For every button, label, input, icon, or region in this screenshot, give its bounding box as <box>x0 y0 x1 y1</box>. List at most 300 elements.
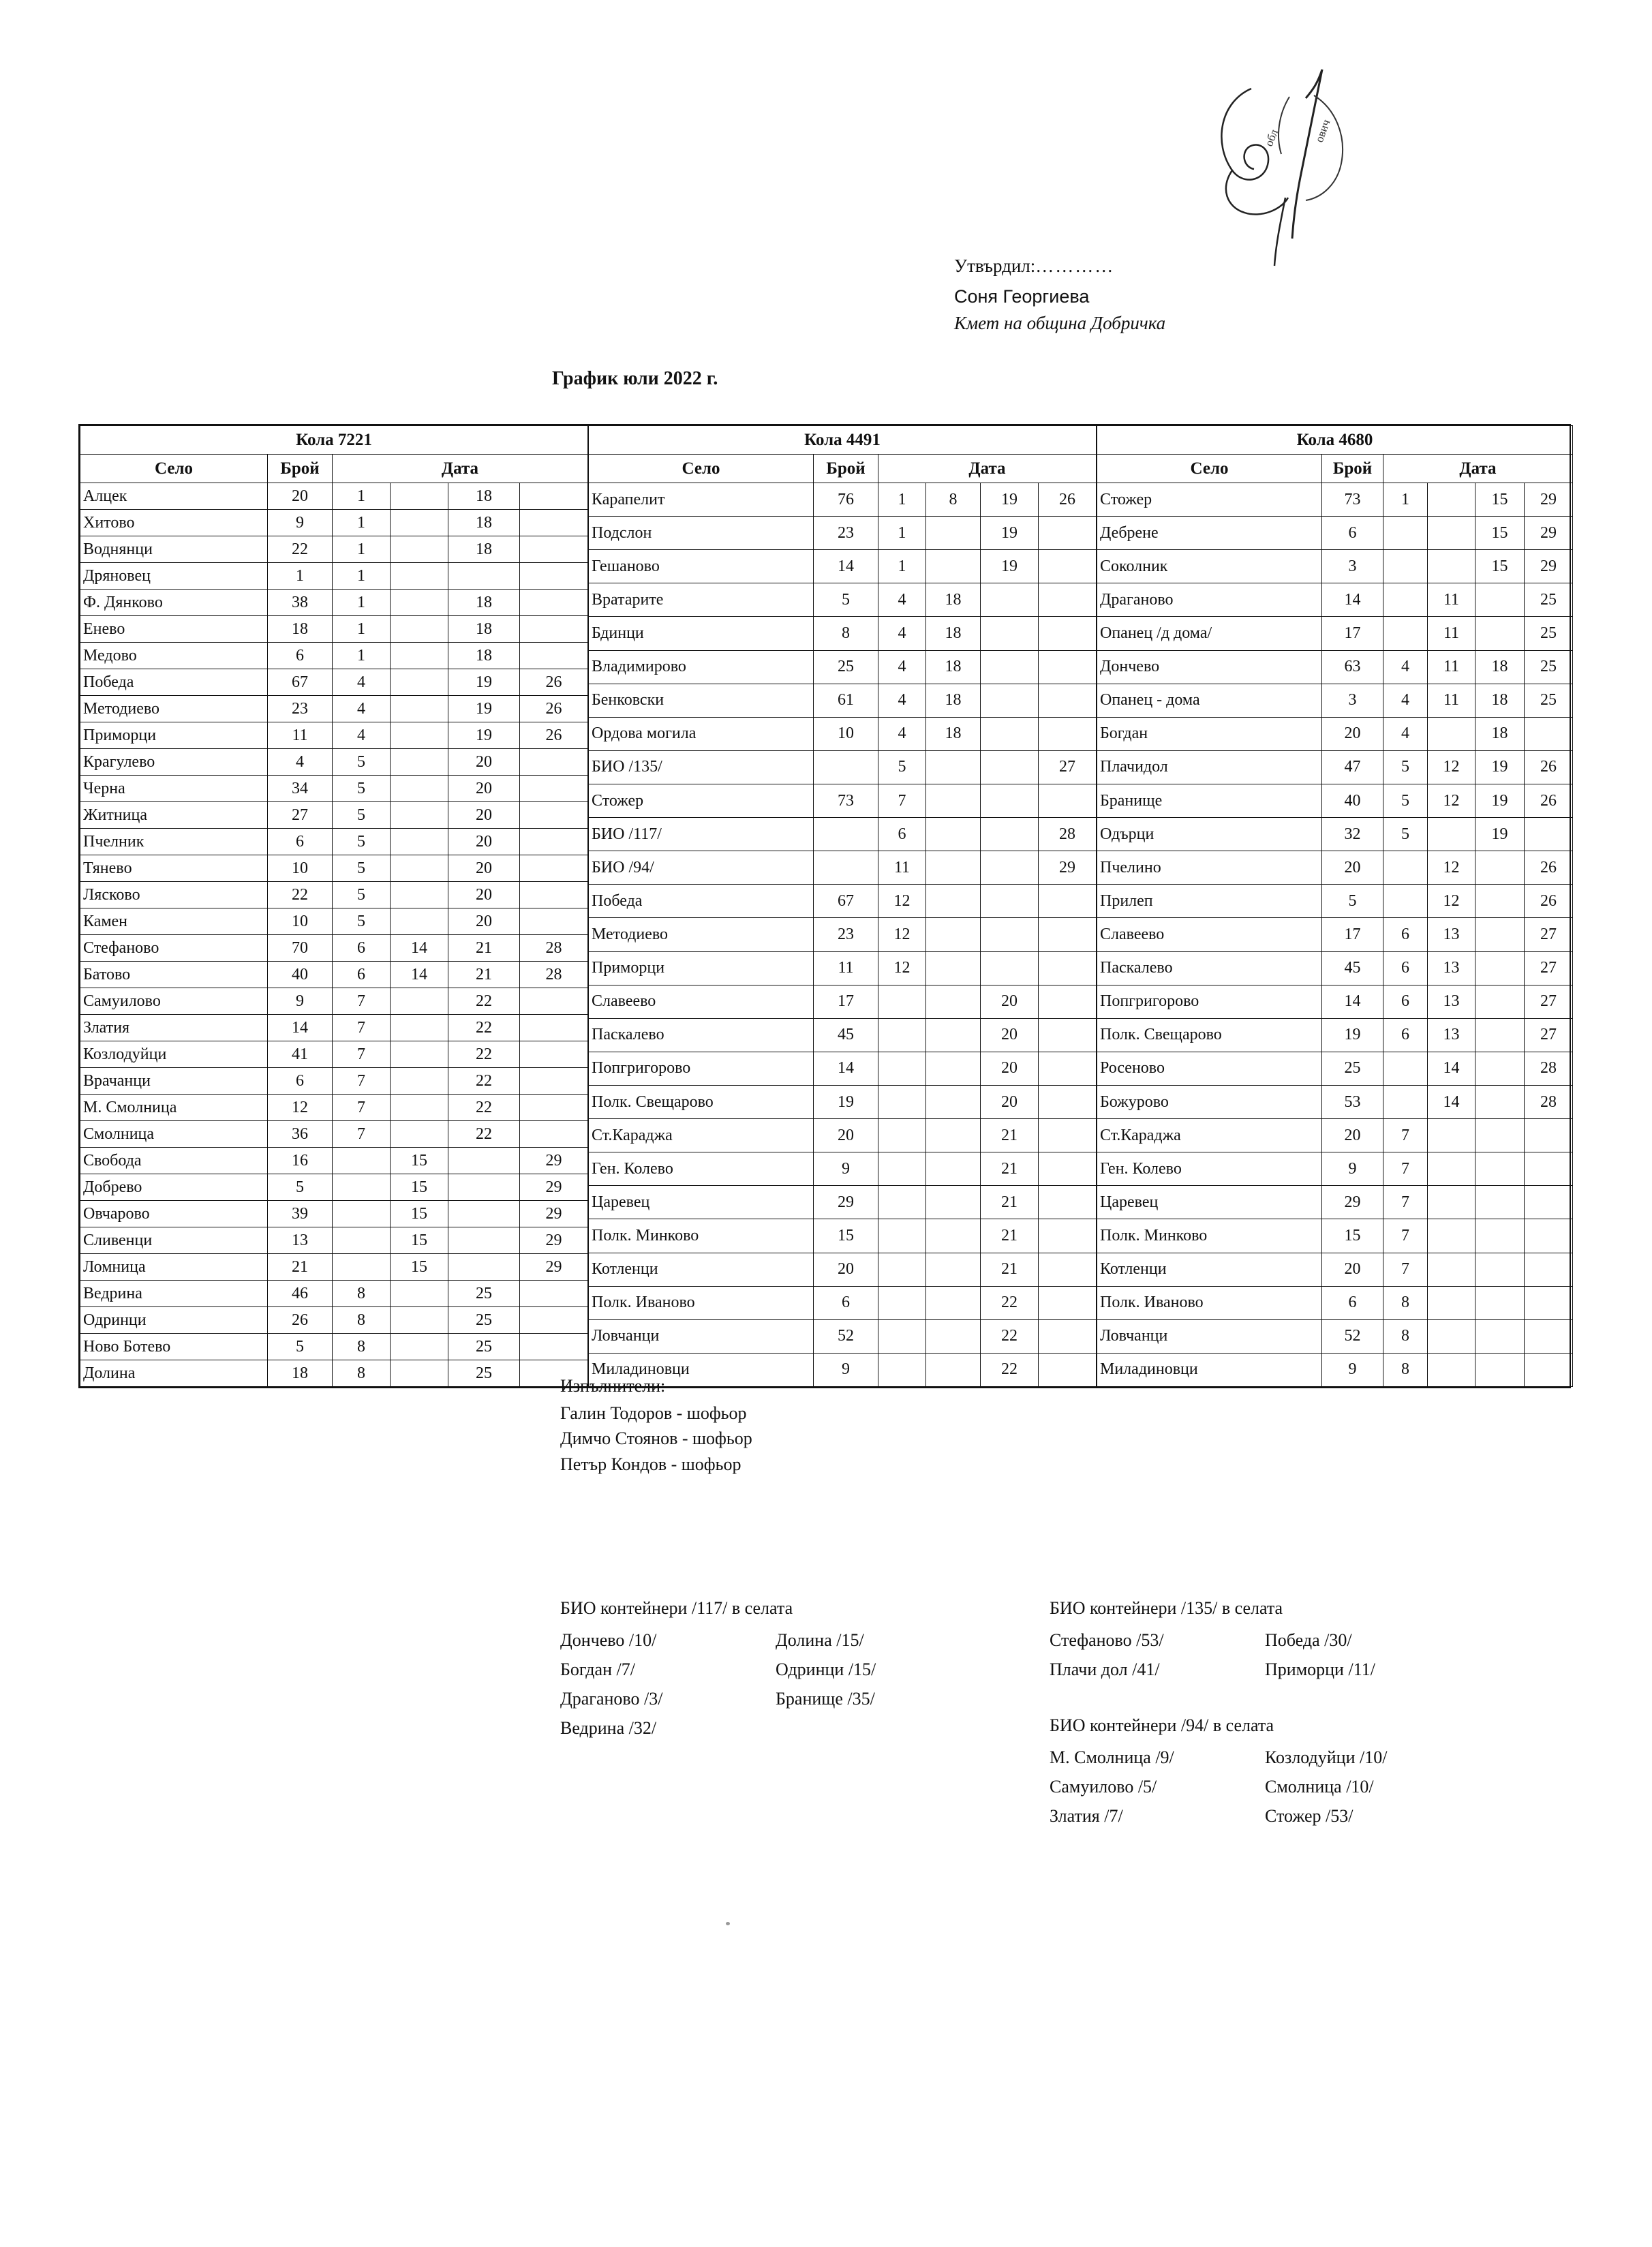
cell-date-3: 21 <box>981 1186 1039 1219</box>
cell-village: Победа <box>589 885 814 918</box>
cell-date-2 <box>391 483 448 510</box>
cell-count: 5 <box>268 1174 333 1201</box>
cell-date-3 <box>981 717 1039 750</box>
cell-date-3 <box>981 684 1039 717</box>
cell-village: Методиево <box>589 918 814 951</box>
approval-block <box>954 256 1377 334</box>
cell-village: Драганово <box>1097 583 1322 617</box>
signature-mark <box>1118 61 1363 279</box>
cell-date-1: 1 <box>878 483 926 517</box>
cell-date-4 <box>520 616 588 643</box>
cell-count: 23 <box>814 517 878 550</box>
cell-date-3 <box>981 617 1039 650</box>
cell-date-2 <box>391 1068 448 1095</box>
table-row <box>1097 985 1573 1018</box>
cell-date-1: 1 <box>878 550 926 583</box>
cell-count: 46 <box>268 1281 333 1307</box>
cell-date-2 <box>1428 1286 1475 1319</box>
cell-date-3: 22 <box>448 1095 520 1121</box>
table-row <box>589 1319 1097 1353</box>
cell-village: Пчелник <box>80 829 268 855</box>
cell-date-1 <box>333 1148 391 1174</box>
cell-date-1: 8 <box>333 1307 391 1334</box>
cell-date-4 <box>1039 985 1097 1018</box>
cell-date-4 <box>520 855 588 882</box>
cell-count: 20 <box>1322 717 1383 750</box>
cell-village: Ст.Караджа <box>1097 1119 1322 1152</box>
cell-date-3: 15 <box>1475 517 1525 550</box>
cell-date-1: 6 <box>1383 918 1428 951</box>
cell-date-2 <box>391 855 448 882</box>
cell-date-2 <box>926 1119 981 1152</box>
cell-date-3: 20 <box>448 749 520 776</box>
cell-date-1 <box>878 1018 926 1052</box>
cell-date-4 <box>520 510 588 536</box>
cell-count: 23 <box>814 918 878 951</box>
cell-date-4: 26 <box>520 669 588 696</box>
cell-date-3: 25 <box>448 1281 520 1307</box>
cell-date-4 <box>520 1121 588 1148</box>
cell-date-3: 19 <box>448 669 520 696</box>
cell-count <box>814 750 878 784</box>
cell-village: Козлодуйци <box>80 1041 268 1068</box>
table-row <box>80 882 588 908</box>
cell-count: 10 <box>814 717 878 750</box>
cell-count: 61 <box>814 684 878 717</box>
cell-count: 10 <box>268 908 333 935</box>
cell-count: 16 <box>268 1148 333 1174</box>
table-row <box>589 617 1097 650</box>
cell-count: 9 <box>268 988 333 1015</box>
cell-date-3: 20 <box>448 882 520 908</box>
cell-village: Паскалево <box>589 1018 814 1052</box>
cell-date-1 <box>1383 851 1428 885</box>
cell-date-3: 19 <box>981 483 1039 517</box>
table-row <box>1097 1085 1573 1118</box>
executors-title: Изпълнители: <box>560 1376 666 1396</box>
cell-date-1: 5 <box>1383 784 1428 817</box>
cell-count: 25 <box>814 650 878 684</box>
cell-date-1 <box>333 1254 391 1281</box>
cell-date-4 <box>520 1015 588 1041</box>
cell-date-2: 12 <box>1428 750 1475 784</box>
cell-count: 17 <box>1322 918 1383 951</box>
cell-count: 20 <box>1322 1119 1383 1152</box>
cell-village: Черна <box>80 776 268 802</box>
table-row <box>1097 885 1573 918</box>
table-row <box>80 1201 588 1227</box>
cell-date-1 <box>878 1119 926 1152</box>
cell-date-3: 20 <box>448 829 520 855</box>
cell-date-2 <box>391 1015 448 1041</box>
cell-date-4: 29 <box>520 1254 588 1281</box>
cell-date-1: 12 <box>878 885 926 918</box>
cell-date-2 <box>391 669 448 696</box>
cell-date-4 <box>1039 517 1097 550</box>
cell-village: Ф. Дянково <box>80 590 268 616</box>
cell-date-3: 21 <box>981 1152 1039 1186</box>
cell-date-4 <box>1039 1085 1097 1118</box>
cell-date-2 <box>391 1307 448 1334</box>
cell-count: 40 <box>1322 784 1383 817</box>
table-row <box>1097 1186 1573 1219</box>
cell-date-2: 11 <box>1428 684 1475 717</box>
cell-date-3 <box>1475 1353 1525 1386</box>
table-row <box>589 1186 1097 1219</box>
cell-date-2: 11 <box>1428 583 1475 617</box>
cell-date-1: 7 <box>333 988 391 1015</box>
cell-date-1: 1 <box>333 563 391 590</box>
table-row <box>589 1052 1097 1085</box>
table-row <box>80 669 588 696</box>
cell-date-4 <box>520 1095 588 1121</box>
cell-date-3: 18 <box>448 643 520 669</box>
cell-date-4 <box>1525 1253 1573 1286</box>
table-row <box>1097 1253 1573 1286</box>
cell-village: Енево <box>80 616 268 643</box>
schedule-tables <box>78 424 1571 1388</box>
cell-village: Одринци <box>80 1307 268 1334</box>
cell-date-1: 1 <box>333 643 391 669</box>
table-row <box>80 1041 588 1068</box>
cell-count: 19 <box>814 1085 878 1118</box>
cell-date-2: 14 <box>391 935 448 962</box>
bio-item: Бранище /35/ <box>776 1689 875 1709</box>
table-row <box>1097 483 1573 517</box>
cell-date-2 <box>1428 517 1475 550</box>
cell-date-2 <box>1428 1152 1475 1186</box>
cell-village: Житница <box>80 802 268 829</box>
cell-date-3 <box>448 1174 520 1201</box>
cell-date-1: 8 <box>1383 1286 1428 1319</box>
cell-village: Полк. Минково <box>1097 1219 1322 1253</box>
cell-date-4: 28 <box>1525 1085 1573 1118</box>
cell-date-3 <box>1475 851 1525 885</box>
cell-date-4 <box>520 908 588 935</box>
cell-date-4 <box>1039 684 1097 717</box>
cell-date-2: 13 <box>1428 951 1475 985</box>
cell-date-2 <box>926 951 981 985</box>
cell-date-1 <box>1383 885 1428 918</box>
cell-count: 22 <box>268 536 333 563</box>
cell-count: 6 <box>1322 517 1383 550</box>
cell-date-3 <box>1475 583 1525 617</box>
cell-village: Опанец /д дома/ <box>1097 617 1322 650</box>
cell-count: 14 <box>1322 985 1383 1018</box>
col-header-village: Село <box>589 455 814 483</box>
table-row <box>1097 1119 1573 1152</box>
cell-count: 21 <box>268 1254 333 1281</box>
cell-date-1 <box>1383 1052 1428 1085</box>
cell-village: Стефаново <box>80 935 268 962</box>
cell-date-2 <box>926 1253 981 1286</box>
cell-date-2: 8 <box>926 483 981 517</box>
cell-village: Славеево <box>1097 918 1322 951</box>
cell-date-2: 15 <box>391 1148 448 1174</box>
cell-date-1: 5 <box>333 855 391 882</box>
cell-count: 76 <box>814 483 878 517</box>
table-row <box>1097 717 1573 750</box>
cell-count: 15 <box>814 1219 878 1253</box>
cell-count: 22 <box>268 882 333 908</box>
table-row <box>80 1148 588 1174</box>
approved-by-line <box>954 256 1377 277</box>
car-title: Кола 4491 <box>589 426 1097 455</box>
cell-village: Паскалево <box>1097 951 1322 985</box>
cell-date-3: 18 <box>448 616 520 643</box>
cell-date-4 <box>1039 1219 1097 1253</box>
table-row <box>1097 517 1573 550</box>
cell-village: Богдан <box>1097 717 1322 750</box>
cell-village: Овчарово <box>80 1201 268 1227</box>
cell-date-1: 7 <box>1383 1186 1428 1219</box>
cell-date-3: 18 <box>448 510 520 536</box>
cell-date-1: 4 <box>1383 684 1428 717</box>
cell-date-1: 4 <box>333 669 391 696</box>
approved-label: Утвърдил: <box>954 256 1036 276</box>
cell-date-4 <box>1525 1319 1573 1353</box>
cell-date-2 <box>391 829 448 855</box>
cell-date-2: 18 <box>926 617 981 650</box>
bio-note-94 <box>1050 1712 1469 1829</box>
cell-date-1: 1 <box>878 517 926 550</box>
cell-date-2 <box>391 1041 448 1068</box>
cell-village: Ведрина <box>80 1281 268 1307</box>
cell-village: Хитово <box>80 510 268 536</box>
cell-date-4: 28 <box>520 935 588 962</box>
cell-date-4 <box>1525 818 1573 851</box>
cell-date-1: 4 <box>333 696 391 722</box>
col-header-date: Дата <box>878 455 1097 483</box>
cell-date-3 <box>448 1201 520 1227</box>
cell-date-3: 22 <box>448 988 520 1015</box>
col-header-village: Село <box>1097 455 1322 483</box>
cell-village: Бенковски <box>589 684 814 717</box>
cell-date-1: 5 <box>333 802 391 829</box>
cell-village: Миладиновци <box>1097 1353 1322 1386</box>
bio-item: Долина /15/ <box>776 1630 864 1650</box>
table-row <box>80 643 588 669</box>
cell-date-2 <box>926 1353 981 1386</box>
cell-count: 6 <box>1322 1286 1383 1319</box>
cell-date-4 <box>520 802 588 829</box>
cell-village: Божурово <box>1097 1085 1322 1118</box>
cell-date-1: 6 <box>1383 1018 1428 1052</box>
table-row <box>80 1174 588 1201</box>
table-row <box>80 1254 588 1281</box>
bio-item: Стожер /53/ <box>1265 1806 1353 1826</box>
table-row <box>1097 583 1573 617</box>
cell-date-3 <box>981 818 1039 851</box>
cell-date-3 <box>1475 1085 1525 1118</box>
cell-date-3 <box>1475 1152 1525 1186</box>
table-row <box>589 851 1097 885</box>
cell-count: 8 <box>814 617 878 650</box>
cell-date-3: 21 <box>448 962 520 988</box>
bio-note-title: БИО контейнери /94/ в селата <box>1050 1715 1274 1735</box>
cell-village: Лясково <box>80 882 268 908</box>
cell-count: 40 <box>268 962 333 988</box>
cell-date-1 <box>1383 1085 1428 1118</box>
cell-date-2: 13 <box>1428 918 1475 951</box>
cell-date-4 <box>1039 1353 1097 1386</box>
table-body <box>1097 483 1573 1387</box>
table-row <box>1097 951 1573 985</box>
cell-date-3: 22 <box>981 1319 1039 1353</box>
cell-count: 6 <box>268 829 333 855</box>
car-title: Кола 4680 <box>1097 426 1573 455</box>
cell-date-4: 28 <box>1039 818 1097 851</box>
cell-count: 6 <box>268 1068 333 1095</box>
bio-item: Ведрина /32/ <box>560 1718 657 1738</box>
cell-date-4 <box>1039 1052 1097 1085</box>
cell-date-2 <box>926 750 981 784</box>
cell-date-1: 6 <box>1383 985 1428 1018</box>
cell-count: 5 <box>268 1334 333 1360</box>
cell-date-1: 6 <box>333 935 391 962</box>
bio-item: Приморци /11/ <box>1265 1660 1375 1679</box>
cell-date-1 <box>878 1186 926 1219</box>
cell-village: Смолница <box>80 1121 268 1148</box>
cell-date-2 <box>391 696 448 722</box>
table-row <box>1097 918 1573 951</box>
bio-item: Дончево /10/ <box>560 1630 657 1650</box>
cell-date-2 <box>391 1095 448 1121</box>
cell-village: Попгригорово <box>1097 985 1322 1018</box>
cell-village: Медово <box>80 643 268 669</box>
cell-date-3 <box>1475 885 1525 918</box>
cell-date-2: 12 <box>1428 784 1475 817</box>
table-row <box>80 1068 588 1095</box>
cell-date-4 <box>1039 918 1097 951</box>
bio-item: Плачи дол /41/ <box>1050 1660 1160 1679</box>
cell-date-2: 11 <box>1428 650 1475 684</box>
col-header-count: Брой <box>814 455 878 483</box>
cell-date-1 <box>333 1201 391 1227</box>
bio-item: Стефаново /53/ <box>1050 1630 1164 1650</box>
cell-date-1: 4 <box>1383 650 1428 684</box>
cell-village: Прилеп <box>1097 885 1322 918</box>
cell-date-3: 15 <box>1475 483 1525 517</box>
cell-count: 17 <box>814 985 878 1018</box>
cell-date-4 <box>520 483 588 510</box>
cell-count: 18 <box>268 616 333 643</box>
bio-note-items <box>1050 1627 1469 1683</box>
bio-item: М. Смолница /9/ <box>1050 1747 1174 1767</box>
table-row <box>80 590 588 616</box>
cell-date-2 <box>926 818 981 851</box>
cell-date-2: 18 <box>926 583 981 617</box>
table-row <box>80 563 588 590</box>
cell-count: 11 <box>814 951 878 985</box>
cell-date-4 <box>1039 1319 1097 1353</box>
cell-date-4 <box>520 1334 588 1360</box>
cell-date-2: 13 <box>1428 1018 1475 1052</box>
cell-village: БИО /135/ <box>589 750 814 784</box>
cell-date-3: 21 <box>981 1119 1039 1152</box>
cell-count: 47 <box>1322 750 1383 784</box>
cell-date-3: 19 <box>981 517 1039 550</box>
approver-role: Кмет на община Добричка <box>954 313 1166 333</box>
cell-count: 6 <box>268 643 333 669</box>
bio-item: Одринци /15/ <box>776 1660 876 1679</box>
table-row <box>589 1085 1097 1118</box>
cell-village: Ген. Колево <box>1097 1152 1322 1186</box>
cell-date-4 <box>520 749 588 776</box>
cell-date-1: 8 <box>1383 1319 1428 1353</box>
table-row <box>1097 784 1573 817</box>
executor-name: Галин Тодоров - шофьор <box>560 1403 747 1423</box>
cell-date-3: 18 <box>448 483 520 510</box>
cell-date-4 <box>1039 951 1097 985</box>
cell-date-3 <box>1475 1119 1525 1152</box>
cell-date-4 <box>1039 885 1097 918</box>
cell-date-2 <box>391 563 448 590</box>
cell-count: 10 <box>268 855 333 882</box>
cell-date-4 <box>520 643 588 669</box>
cell-date-1: 4 <box>878 684 926 717</box>
cell-count: 45 <box>814 1018 878 1052</box>
cell-date-3 <box>1475 1286 1525 1319</box>
cell-village: Свобода <box>80 1148 268 1174</box>
cell-date-1: 4 <box>878 717 926 750</box>
cell-date-4 <box>520 1041 588 1068</box>
cell-date-2 <box>926 1186 981 1219</box>
cell-count: 52 <box>1322 1319 1383 1353</box>
table-row <box>80 1281 588 1307</box>
cell-date-2: 13 <box>1428 985 1475 1018</box>
cell-count: 20 <box>814 1253 878 1286</box>
cell-date-4 <box>520 882 588 908</box>
cell-date-3: 20 <box>448 802 520 829</box>
cell-date-3 <box>1475 1018 1525 1052</box>
cell-village: Полк. Иваново <box>589 1286 814 1319</box>
cell-date-2 <box>391 882 448 908</box>
cell-date-4: 28 <box>1525 1052 1573 1085</box>
cell-village: Батово <box>80 962 268 988</box>
cell-date-2: 14 <box>1428 1085 1475 1118</box>
cell-village: Бранище <box>1097 784 1322 817</box>
col-header-date: Дата <box>333 455 588 483</box>
bio-item: Самуилово /5/ <box>1050 1777 1157 1797</box>
cell-date-1 <box>878 985 926 1018</box>
cell-date-4: 26 <box>520 696 588 722</box>
cell-date-4 <box>1039 1253 1097 1286</box>
table-row <box>589 483 1097 517</box>
cell-village: Ордова могила <box>589 717 814 750</box>
cell-date-3 <box>1475 1319 1525 1353</box>
cell-date-3: 19 <box>981 550 1039 583</box>
table-row <box>80 696 588 722</box>
bio-note-title: БИО контейнери /135/ в селата <box>1050 1598 1283 1618</box>
cell-date-3 <box>981 650 1039 684</box>
table-row <box>1097 1052 1573 1085</box>
cell-count: 14 <box>268 1015 333 1041</box>
cell-date-4 <box>520 536 588 563</box>
cell-date-2 <box>391 616 448 643</box>
cell-village: Полк. Свещарово <box>589 1085 814 1118</box>
cell-date-4: 28 <box>520 962 588 988</box>
cell-date-4: 25 <box>1525 583 1573 617</box>
cell-date-2: 15 <box>391 1174 448 1201</box>
cell-date-3: 19 <box>448 722 520 749</box>
cell-date-1: 7 <box>333 1121 391 1148</box>
cell-village: Добрево <box>80 1174 268 1201</box>
cell-count: 5 <box>1322 885 1383 918</box>
cell-count: 20 <box>268 483 333 510</box>
cell-date-2 <box>391 908 448 935</box>
cell-count: 52 <box>814 1319 878 1353</box>
